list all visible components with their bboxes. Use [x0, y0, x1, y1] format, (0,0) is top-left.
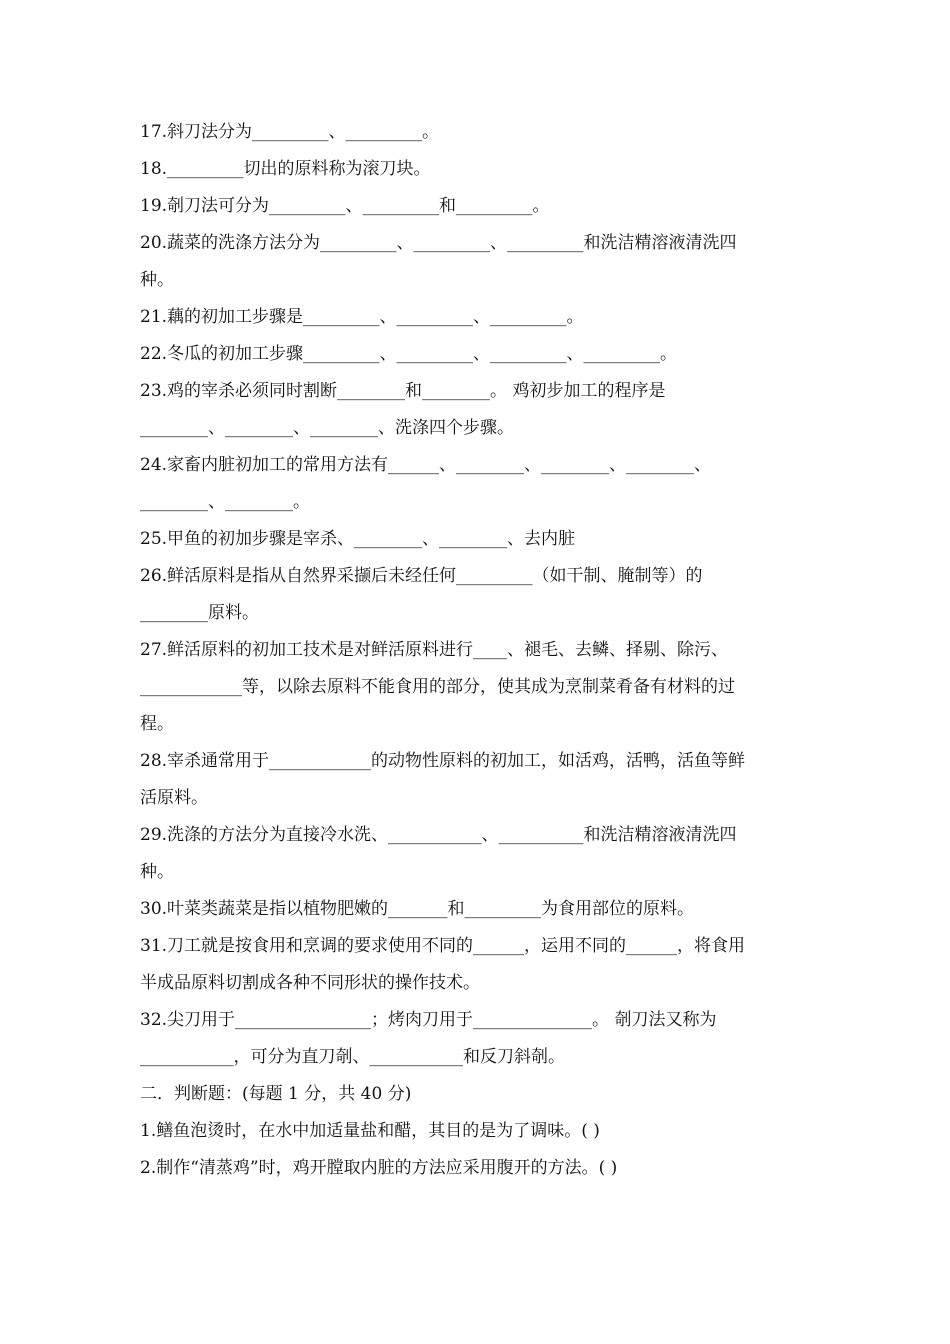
- question-31: 31.刀工就是按食用和烹调的要求使用不同的______，运用不同的______，将食用: [140, 936, 746, 956]
- judgement-2: 2.制作“清蒸鸡”时，鸡开膛取内脏的方法应采用腹开的方法。( ): [140, 1158, 618, 1178]
- question-list: [140, 114, 820, 1187]
- question-28: 28.宰杀通常用于____________的动物性原料的初加工，如活鸡，活鸭，活鱼等鲜: [140, 751, 746, 771]
- question-19: 19.剞刀法可分为_________、_________和_________。: [140, 196, 550, 216]
- question-28-cont: 活原料。: [140, 788, 208, 808]
- question-27-cont2: 程。: [140, 714, 174, 734]
- judgement-1: 1.鳝鱼泡烫时，在水中加适量盐和醋，其目的是为了调味。( ): [140, 1121, 600, 1141]
- question-21: 21.藕的初加工步骤是_________、_________、_________。: [140, 307, 584, 327]
- question-30: 30.叶菜类蔬菜是指以植物肥嫩的_______和_________为食用部位的原料。: [140, 899, 695, 919]
- question-24: 24.家畜内脏初加工的常用方法有______、________、________、________、: [140, 455, 712, 475]
- question-29: 29.洗涤的方法分为直接冷水洗、___________、__________和洗洁精溶液清洗四: [140, 825, 737, 845]
- question-23: 23.鸡的宰杀必须同时割断________和________。 鸡初步加工的程序是: [140, 381, 666, 401]
- question-22: 22.冬瓜的初加工步骤_________、_________、_________、_________。: [140, 344, 678, 364]
- question-25: 25.甲鱼的初加步骤是宰杀、________、________、去内脏: [140, 529, 576, 549]
- section-heading: 二．判断题：(每题 1 分，共 40 分): [140, 1084, 412, 1104]
- question-29-cont: 种。: [140, 862, 174, 882]
- question-20: 20.蔬菜的洗涤方法分为_________、_________、_________和洗洁精溶液清洗四: [140, 233, 737, 253]
- question-18: 18._________切出的原料称为滚刀块。: [140, 159, 431, 179]
- question-20-cont: 种。: [140, 270, 174, 290]
- question-24-cont: ________、________。: [140, 492, 310, 512]
- question-27-cont: ____________等，以除去原料不能食用的部分，使其成为烹制菜肴备有材料的过: [140, 677, 735, 697]
- question-32-cont: ___________，可分为直刀剞、___________和反刀斜剞。: [140, 1047, 565, 1067]
- question-31-cont: 半成品原料切割成各种不同形状的操作技术。: [140, 973, 480, 993]
- question-26: 26.鲜活原料是指从自然界采撷后未经任何_________（如干制、腌制等）的: [140, 566, 703, 586]
- question-17: 17.斜刀法分为_________、_________。: [140, 122, 440, 142]
- question-23-cont: ________、________、________、洗涤四个步骤。: [140, 418, 514, 438]
- question-27: 27.鲜活原料的初加工技术是对鲜活原料进行____、褪毛、去鳞、择剔、除污、: [140, 640, 729, 660]
- question-26-cont: ________原料。: [140, 603, 259, 623]
- question-32: 32.尖刀用于________________；烤肉刀用于______________。 剞刀法又称为: [140, 1010, 717, 1030]
